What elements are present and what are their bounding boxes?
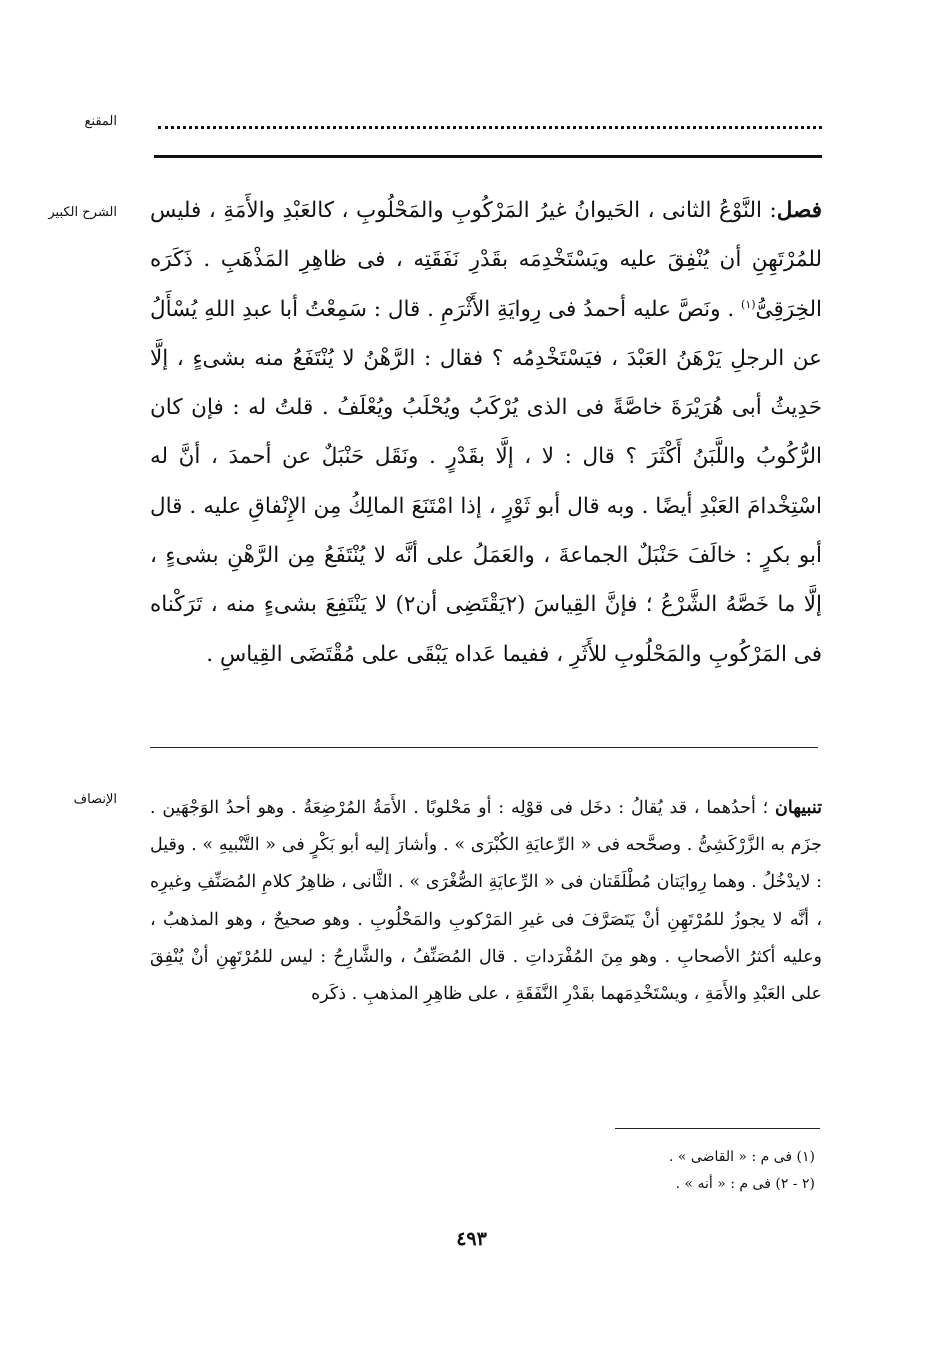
side-label-insaf: الإنصاف	[73, 792, 117, 807]
running-title: المقنع	[84, 114, 117, 129]
footnote-marker-2-close: ٢)	[395, 592, 416, 618]
footnote-rule	[615, 1128, 820, 1129]
body-text-part-3: لا يَنْتَفِعَ بشىءٍ منه ، تَرَكْناه فى المَرْكُوبِ والمَحْلُوبِ للأَثَرِ ، ففيما عَداه يَبْقَى على مُقْتَضَى القِياسِ .	[150, 592, 822, 667]
section-heading-tanbihan: تنبيهان	[775, 798, 822, 818]
section-divider	[150, 747, 818, 748]
sharh-kabir-text	[150, 186, 822, 679]
insaf-body-text: ؛ أحدُهما ، قد يُقالُ : دخَل فى قوْلِه : أو مَحْلوبًا . الأَمَةُ المُرْضِعَةُ . وهو أحدُ الوَجْهَين . جزَم به الزَّرْكَشِىُّ . وصحَّحه فى « الرِّعايَةِ الكُبْرَى » . وأشارَ إليه أبو بَكْرٍ فى « التَّنْبيهِ » . وقيل : لايدْخُلُ . وهما رِوايَتان مُطْلَقَتان فى « الرِّعايَةِ الصُّغْرَى » . الثَّانى ، ظاهِرُ كلامِ المُصَنِّفِ وغيرِه ، أنَّه لا يجوزُ للمُرْتَهِنِ أنْ يَتَصَرَّفَ فى غيرِ المَرْكوبِ والمَحْلُوبِ . وهو صحيحٌ ، وهو المذهبُ ، وعليه أكثرُ الأصحابِ . وهو مِنَ المُفْرَداتِ . قال المُصَنِّفُ ، والشَّارِحُ : ليس للمُرْتَهِنِ أنْ يُنْفِقَ على العَبْدِ والأَمَةِ ، ويسْتَخْدِمَهما بقَدْرِ النَّفَقَةِ ، على ظاهِرِ المذهبِ . ذكَره	[150, 798, 822, 1005]
footnote-2-text: يَقْتَضِى أن	[415, 592, 506, 618]
header-rule	[154, 155, 822, 158]
body-text-part-2: . ونَصَّ عليه أحمدُ فى رِوايَةِ الأَثْرَمِ . قال : سَمِعْتُ أبا عبدِ اللهِ يُسْأَلُ عن الرجلِ يَرْهَنُ العَبْدَ ، فيَسْتَخْدِمُه ؟ فقال : الرَّهْنُ لا يُنْتَفَعُ منه بشىءٍ ، إلَّا حَدِيثُ أبى هُرَيْرَةَ خاصَّةً فى الذى يُرْكَبُ ويُحْلَبُ ويُعْلَفُ . قلتُ له : فإن كان الرُّكُوبُ واللَّبَنُ أَكْثَرَ ؟ قال : لا ، إلَّا بقَدْرٍ . ونَقَل حَنْبَلٌ عن أحمدَ ، أنَّ له اسْتِخْدامَ العَبْدِ أيضًا . وبه قال أبو ثَوْرٍ ، إذا امْتَنَعَ المالِكُ مِن الإِنْفاقِ عليه . قال أبو بكرٍ : خالَفَ حَنْبَلٌ الجماعةَ ، والعَمَلُ على أنَّه لا يُنْتَفَعُ مِن الرَّهْنِ بشىءٍ ، إلَّا ما خَصَّهُ الشَّرْعُ ؛ فإنَّ القِياسَ	[150, 296, 822, 618]
sharh-kabir-paragraph	[150, 186, 822, 679]
insaf-text	[150, 790, 822, 1013]
side-label-sharh-kabir: الشرح الكبير	[48, 205, 117, 220]
page-number: ٤٩٣	[456, 1228, 487, 1250]
body-text-part-1: : النَّوْعُ الثانى ، الحَيوانُ غيرُ المَرْكُوبِ والمَحْلُوبِ ، كالعَبْدِ والأَمَةِ ، فليس للمُرْتَهِنِ أن يُنْفِقَ عليه ويَسْتَخْدِمَه بقَدْرِ نَفَقَتِه ، فى ظاهِرِ المَذْهَبِ . ذَكَرَه الخِرَقِىُّ	[150, 198, 822, 322]
section-heading-fasl: فصل	[776, 198, 822, 223]
footnote-1: (١) فى م : « القاضى » .	[669, 1149, 815, 1165]
header-dotted-line	[158, 112, 822, 129]
insaf-paragraph	[150, 790, 822, 1013]
footnotes	[415, 1144, 815, 1198]
footnote-2: (٢ - ٢) فى م : « أنه » .	[675, 1176, 815, 1192]
footnote-marker-2-open: (٢	[505, 592, 526, 618]
footnote-marker-1: (١)	[741, 297, 756, 311]
